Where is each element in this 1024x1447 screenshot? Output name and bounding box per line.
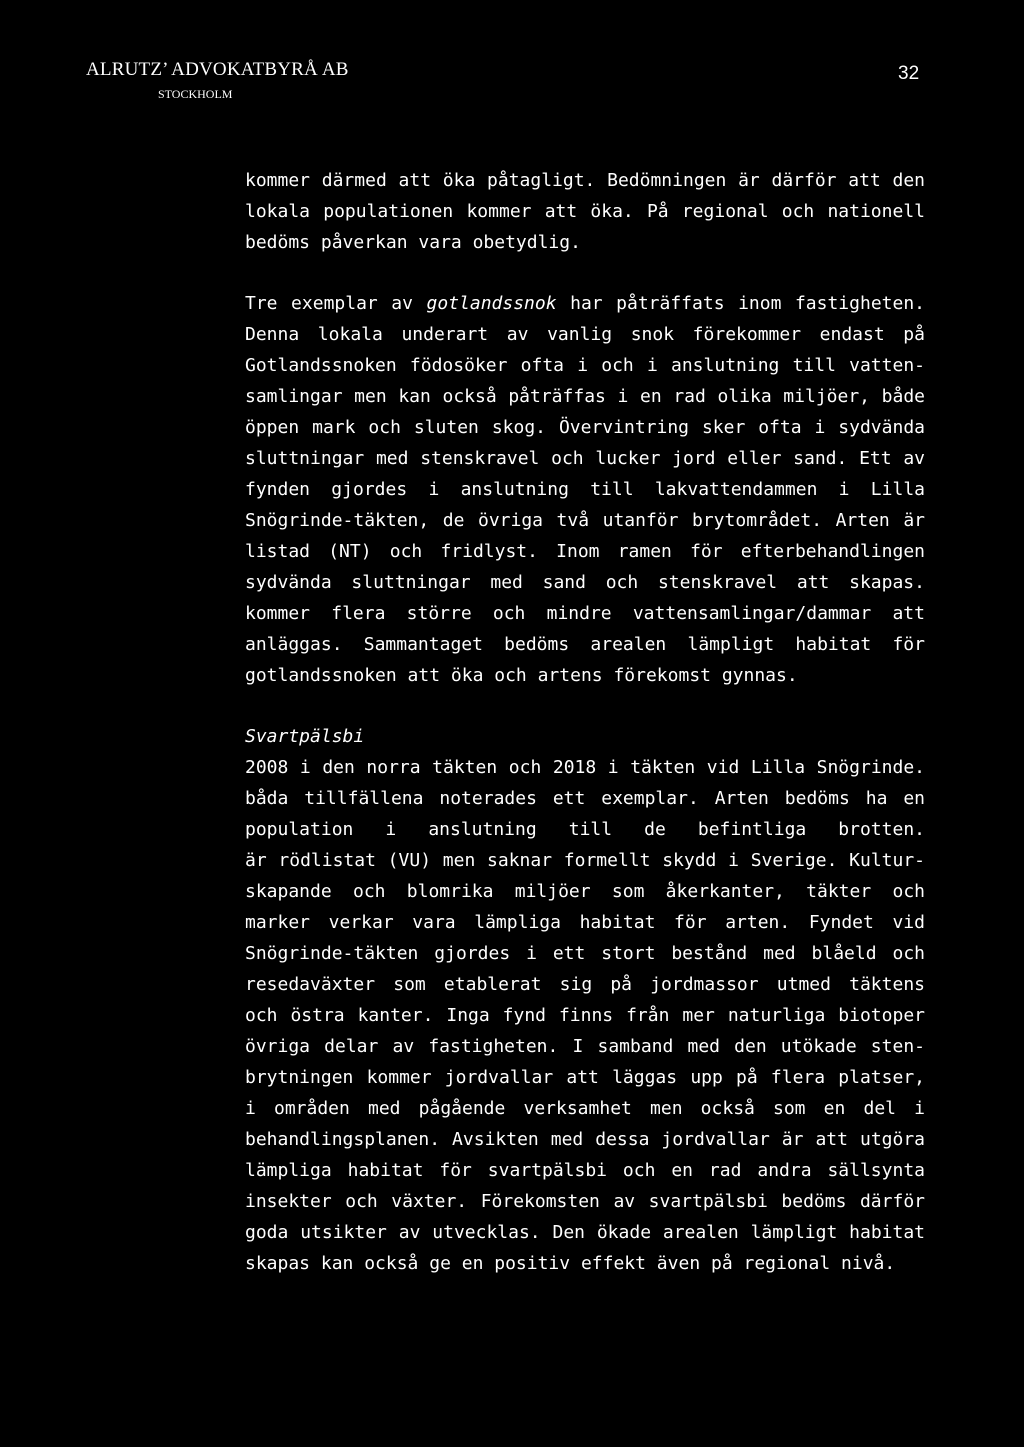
firm-name: ALRUTZ’ ADVOKATBYRÅ AB — [86, 59, 349, 80]
text-line: skapas kan också ge en positiv effekt även på regional nivå. — [245, 1253, 896, 1274]
text-line — [245, 288, 925, 319]
firm-city: STOCKHOLM — [158, 87, 233, 101]
text-line: brytningen kommer jordvallar att läggas upp på flera platser, — [245, 1067, 925, 1088]
text-line: Snögrinde-täkten, de övriga två utanför brytområdet. Arten är — [245, 510, 925, 531]
text-line: kommer därmed att öka påtagligt. Bedömningen är därför att den — [245, 170, 925, 191]
text-line: sluttningar med stenskravel och lucker jord eller sand. Ett av — [245, 448, 925, 469]
text-line: kommer flera större och mindre vattensamlingar/dammar att — [245, 603, 925, 624]
text-line: lokala populationen kommer att öka. På regional och nationell — [245, 201, 925, 222]
text-line — [245, 721, 925, 752]
text-line: listad (NT) och fridlyst. Inom ramen för efterbehandlingen — [245, 541, 925, 562]
text-line: gotlandssnoken att öka och artens förekomst gynnas. — [245, 665, 798, 686]
paragraph-3 — [245, 721, 925, 1279]
text-segment: Tre exemplar av — [245, 293, 427, 314]
text-line: övriga delar av fastigheten. I samband med den utökade sten- — [245, 1036, 925, 1057]
text-line: Denna lokala underart av vanlig snok förekommer endast på — [245, 324, 925, 345]
text-line: insekter och växter. Förekomsten av svartpälsbi bedöms därför — [245, 1191, 925, 1212]
species-name-gotlandssnok: gotlandssnok — [426, 293, 557, 314]
text-line: anläggas. Sammantaget bedöms arealen lämpligt habitat för — [245, 634, 925, 655]
species-name-svartpalsbi: Svartpälsbi — [245, 726, 365, 747]
text-line: samlingar men kan också påträffas i en rad olika miljöer, både — [245, 386, 925, 407]
text-line: behandlingsplanen. Avsikten med dessa jordvallar är att utgöra — [245, 1129, 925, 1150]
text-line: öppen mark och sluten skog. Övervintring sker ofta i sydvända — [245, 417, 925, 438]
text-line: resedaväxter som etablerat sig på jordmassor utmed täktens — [245, 974, 925, 995]
text-line: bedöms påverkan vara obetydlig. — [245, 232, 581, 253]
paragraph-2 — [245, 288, 925, 691]
text-line: population i anslutning till de befintliga brotten. — [245, 819, 925, 840]
text-line: 2008 i den norra täkten och 2018 i täkten vid Lilla Snögrinde. — [245, 757, 925, 778]
text-line: lämpliga habitat för svartpälsbi och en rad andra sällsynta — [245, 1160, 925, 1181]
text-line: i områden med pågående verksamhet men också som en del i — [245, 1098, 925, 1119]
text-line: Snögrinde-täkten gjordes i ett stort bestånd med blåeld och — [245, 943, 925, 964]
text-line: marker verkar vara lämpliga habitat för arten. Fyndet vid — [245, 912, 925, 933]
page-number: 32 — [898, 63, 920, 84]
text-segment: har påträffats inom fastigheten. — [556, 293, 925, 314]
text-line: fynden gjordes i anslutning till lakvattendammen i Lilla — [245, 479, 925, 500]
text-line: sydvända sluttningar med sand och stenskravel att skapas. — [245, 572, 925, 593]
text-line: är rödlistat (VU) men saknar formellt skydd i Sverige. Kultur- — [245, 850, 925, 871]
text-line: Gotlandssnoken födosöker ofta i och i anslutning till vatten- — [245, 355, 925, 376]
letterhead — [86, 58, 349, 102]
paragraph-1 — [245, 165, 925, 258]
text-line: och östra kanter. Inga fynd finns från mer naturliga biotoper — [245, 1005, 925, 1026]
body-text — [245, 165, 925, 1309]
text-line: skapande och blomrika miljöer som åkerkanter, täkter och — [245, 881, 925, 902]
text-line: goda utsikter av utvecklas. Den ökade arealen lämpligt habitat — [245, 1222, 925, 1243]
text-line: båda tillfällena noterades ett exemplar. Arten bedöms ha en — [245, 788, 925, 809]
